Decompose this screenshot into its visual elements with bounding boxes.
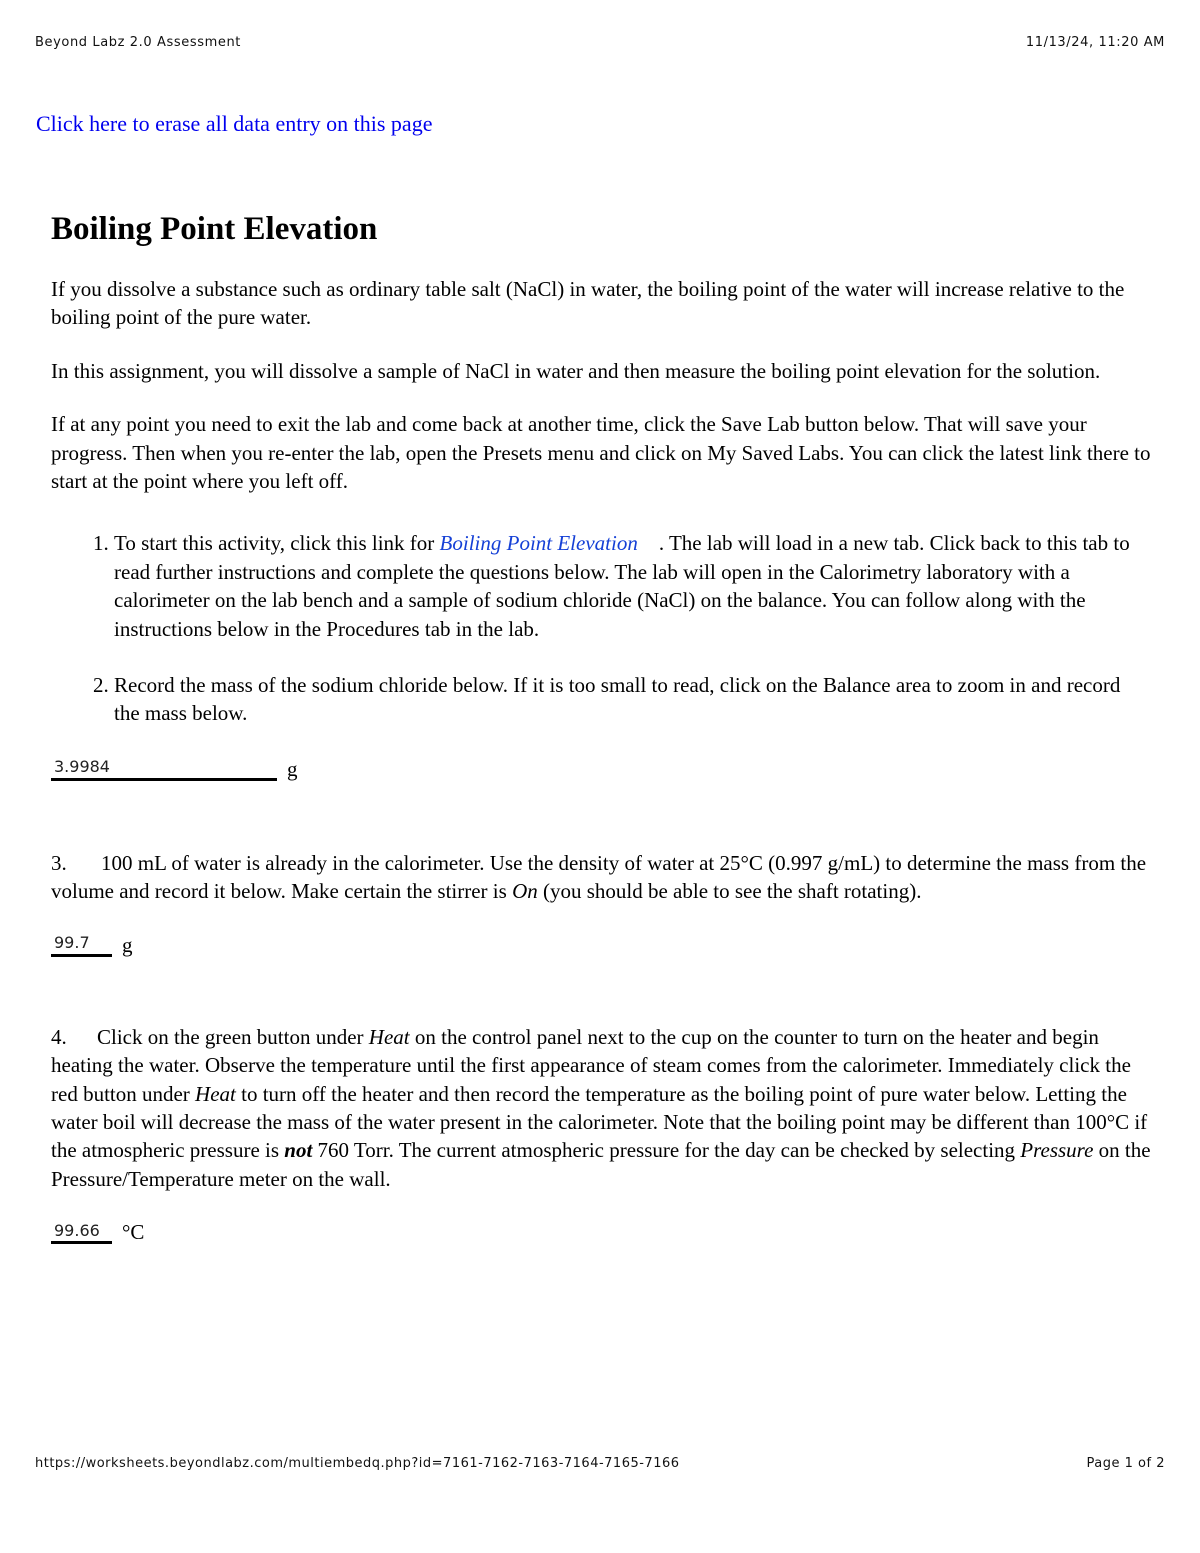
step-2: 2. Record the mass of the sodium chloride below. If it is too small to read, click on the Balance area to zoom in and record the mass below. [114,671,1151,728]
boiling-point-lab-link[interactable]: Boiling Point Elevation [439,531,638,556]
print-footer-page: Page 1 of 2 [1086,1456,1165,1471]
step-4: 4. Click on the green button under Heat on the control panel next to the cup on the counter to turn on the heater and begin heating the water. Observe the temperature until the first appearance of steam comes from the calorimeter. Immediately click the red button under Heat to turn off the heater and then record the temperature as the boiling point of pure water below. Letting the water boil will decrease the mass of the water present in the calorimeter. Note that the boiling point may be different than 100°C if the atmospheric pressure is not 760 Torr. The current atmospheric pressure for the day can be checked by selecting Pressure on the Pressure/Temperature meter on the wall. [51,1024,1151,1191]
nacl-mass-unit: g [287,756,298,781]
intro-paragraph-2: In this assignment, you will dissolve a sample of NaCl in water and then measure the boiling point elevation for the solution. [51,358,1101,383]
water-mass-answer [51,932,1151,957]
boiling-point-answer [51,1219,1151,1244]
step-3: 3. 100 mL of water is already in the calorimeter. Use the density of water at 25°C (0.997 g/mL) to determine the mass from the volume and record it below. Make certain the stirrer is On (you should be able to see the shaft rotating). [51,850,1147,904]
step-1: 1. To start this activity, click this link for Boiling Point Elevation . The lab will load in a new tab. Click back to this tab to read further instructions and complete the questions below. The lab will open in the Calorimetry laboratory with a calorimeter on the lab bench and a sample of sodium chloride (NaCl) on the balance. You can follow along with the instructions below in the Procedures tab in the lab. [114,529,1151,643]
erase-data-link[interactable]: Click here to erase all data entry on this page [36,111,433,136]
steps-list [51,529,1151,727]
water-mass-input[interactable] [51,932,112,957]
page-title: Boiling Point Elevation [51,211,378,247]
print-footer-url: https://worksheets.beyondlabz.com/multiembedq.php?id=7161-7162-7163-7164-7165-7166 [35,1456,680,1471]
print-header-title: Beyond Labz 2.0 Assessment [35,35,241,50]
nacl-mass-input[interactable] [51,756,277,781]
intro-paragraph-1: If you dissolve a substance such as ordinary table salt (NaCl) in water, the boiling point of the water will increase relative to the boiling point of the pure water. [51,277,1125,330]
intro-paragraph-3: If at any point you need to exit the lab and come back at another time, click the Save Lab button below. That will save your progress. Then when you re-enter the lab, open the Presets menu and click on My Saved Labs. You can click the latest link there to start at the point where you left off. [51,412,1151,494]
boiling-point-unit: °C [122,1220,145,1245]
main-content [51,207,1151,1244]
nacl-mass-answer [51,756,1151,781]
print-header-datetime: 11/13/24, 11:20 AM [1025,35,1165,50]
boiling-point-input[interactable] [51,1219,112,1244]
water-mass-unit: g [122,932,133,957]
